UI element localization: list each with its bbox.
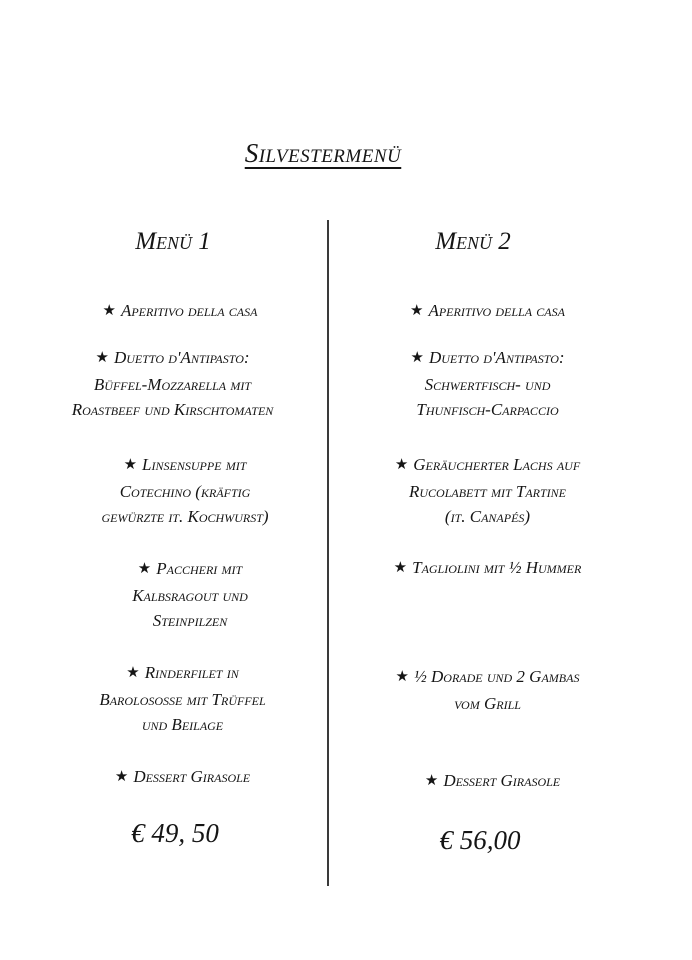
star-icon: ★ xyxy=(394,457,409,473)
menu1-heading: Menü 1 xyxy=(135,228,211,255)
menu2-item: ★ Dessert Girasole xyxy=(350,768,635,795)
menu1-price: € 49, 50 xyxy=(131,818,219,848)
menu2-price: € 56,00 xyxy=(439,825,521,855)
menu2-item: ★ Geräucherter Lachs auf Rucolabett mit Tartine (it. Canapés) xyxy=(394,455,581,526)
menu1-item: ★ Rinderfilet in Barolosoße mit Trüffel und Beilage xyxy=(99,663,266,734)
star-icon: ★ xyxy=(424,773,439,789)
menu2-heading: Menü 2 xyxy=(435,228,511,255)
menu2-item: ★ Tagliolini mit ½ Hummer xyxy=(345,555,630,582)
star-icon: ★ xyxy=(114,769,129,785)
star-icon: ★ xyxy=(410,350,424,366)
star-icon: ★ xyxy=(410,303,424,319)
menu2-item: ★ Duetto d'Antipasto: Schwertfisch- und Thunfisch-Carpaccio xyxy=(410,348,565,419)
menu1-item: ★ Duetto d'Antipasto: Büffel-Mozzarella mit Roastbeef und Kirschtomaten xyxy=(71,348,274,419)
star-icon: ★ xyxy=(123,457,138,473)
menu2-item: ★ ½ Dorade und 2 Gambas vom Grill xyxy=(395,667,580,713)
star-icon: ★ xyxy=(126,665,140,681)
menu1-item: ★ Linsensuppe mit Cotechino (kräftig gewürzte it. Kochwurst) xyxy=(101,455,269,526)
menu2-item: ★ Aperitivo della casa xyxy=(345,298,630,325)
menu1-item: ★ Aperitivo della casa xyxy=(40,298,320,325)
star-icon: ★ xyxy=(395,669,409,685)
page-title: Silvestermenü xyxy=(244,138,402,168)
menu1-item: ★ Paccheri mit Kalbsragout und Steinpilzen xyxy=(132,559,248,630)
star-icon: ★ xyxy=(102,303,116,319)
column-divider xyxy=(327,220,329,886)
menu1-item: ★ Dessert Girasole xyxy=(45,764,320,791)
star-icon: ★ xyxy=(137,561,152,577)
star-icon: ★ xyxy=(95,350,109,366)
star-icon: ★ xyxy=(393,560,408,576)
